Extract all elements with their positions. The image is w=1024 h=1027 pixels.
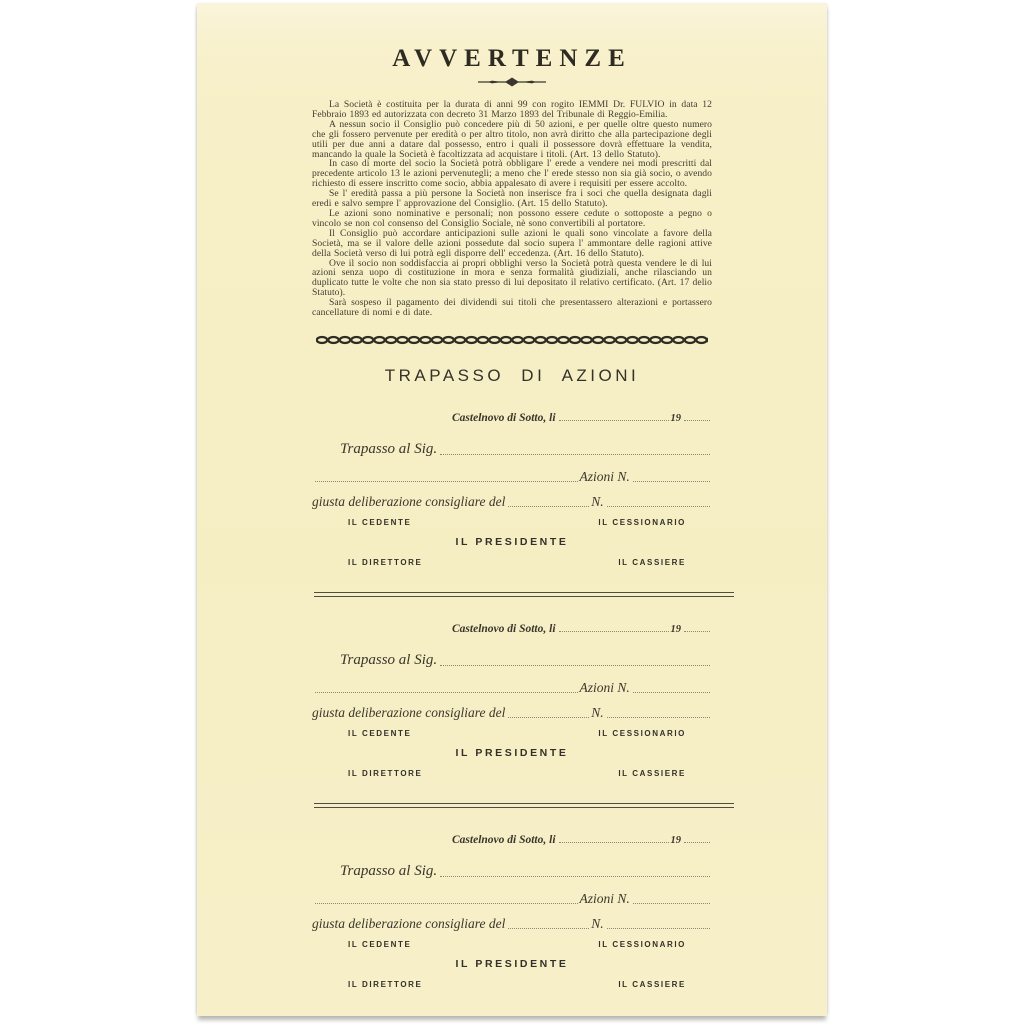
resolution-line	[312, 916, 712, 932]
transferee-name-field	[440, 665, 710, 666]
section-title: TRAPASSO DI AZIONI	[384, 365, 640, 385]
year-prefix: 19	[670, 412, 681, 424]
date-line	[452, 834, 712, 846]
resolution-n-label: N.	[591, 493, 604, 509]
notice-paragraph: Ove il socio non soddisfaccia ai propri obblighi verso la Società potrà questa vendere le di lui azioni senza uopo di costituzione in mora e senza formalità giudiziali, anche rilasciando un duplicato tutte le volte che non sia stato presso di lui depositato il relativo certificato. (Art. 17 delio Statuto).	[312, 257, 712, 299]
page-content	[312, 3, 712, 989]
cedente-label: IL CEDENTE	[348, 728, 412, 738]
cedente-label: IL CEDENTE	[348, 517, 412, 527]
notices-text	[312, 100, 712, 318]
notice-paragraph: Sarà sospeso il pagamento dei dividendi sui titoli che presentassero alterazioni e portassero cancellature di nomi e di date.	[312, 297, 712, 319]
cassiere-label: IL CASSIERE	[618, 768, 686, 778]
transfer-block	[312, 834, 712, 989]
date-blank-field	[559, 631, 669, 632]
cessionario-label: IL CESSIONARIO	[598, 939, 686, 949]
notice-paragraph: Le azioni sono nominative e personali; non possono essere cedute o sottoposte a pegno o vincolo se non col consenso del Consiglio Sociale, nè sono convertibili al portatore.	[312, 207, 712, 229]
resolution-label: giusta deliberazione consigliare del	[312, 704, 506, 720]
year-blank-field	[684, 842, 710, 843]
signature-row-lower	[312, 558, 712, 567]
presidente-label: IL PRESIDENTE	[455, 957, 569, 970]
transfer-to-line	[340, 652, 712, 669]
signature-row-lower	[312, 769, 712, 778]
resolution-label: giusta deliberazione consigliare del	[312, 915, 506, 931]
date-line	[452, 623, 712, 635]
transfer-to-label: Trapasso al Sig.	[340, 440, 438, 457]
date-line	[452, 412, 712, 424]
resolution-number-field	[607, 717, 710, 718]
signature-row-upper	[312, 940, 712, 949]
resolution-date-field	[508, 928, 589, 929]
notice-paragraph: In caso di morte del socio la Società potrà obbligare l' erede a vendere nei modi prescritti dal precedente articolo 13 le azioni pervenutegli; a meno che l' erede stesso non sia già socio, o avendo richiesto di essere inscritto come socio, abbia appalesato di avere i requisiti per essere accolto.	[312, 158, 712, 190]
resolution-number-field	[607, 506, 710, 507]
double-rule-divider	[314, 592, 734, 597]
year-prefix: 19	[670, 834, 681, 846]
shares-number-field	[633, 692, 710, 693]
diamond-rule-icon	[476, 77, 548, 87]
cassiere-label: IL CASSIERE	[618, 557, 686, 567]
transfer-to-label: Trapasso al Sig.	[340, 651, 438, 668]
cedente-label: IL CEDENTE	[348, 939, 412, 949]
resolution-n-label: N.	[591, 704, 604, 720]
year-blank-field	[684, 420, 710, 421]
direttore-label: IL DIRETTORE	[348, 979, 423, 989]
place-label: Castelnovo di Sotto, li	[452, 833, 556, 846]
shares-number-field	[633, 481, 710, 482]
page-title: AVVERTENZE	[392, 45, 632, 72]
direttore-label: IL DIRETTORE	[348, 768, 423, 778]
signature-row-upper	[312, 729, 712, 738]
name-continuation-field	[315, 481, 578, 482]
place-label: Castelnovo di Sotto, li	[452, 411, 556, 424]
signature-row-upper	[312, 518, 712, 527]
transfer-to-line	[340, 863, 712, 880]
resolution-label: giusta deliberazione consigliare del	[312, 493, 506, 509]
notice-paragraph: A nessun socio il Consiglio può concedere più di 50 azioni, e per quelle oltre questo numero che gli fossero pervenute per eredità o per altro titolo, non avrà diritto che alla partecipazione degli utili per due anni a datare dal possesso, entro i quali il possessore dovrà effettuare la vendita, mancando la quale la Società è facoltizzata ad acquistare i titoli. (Art. 13 dello Statuto).	[312, 118, 712, 160]
presidente-label: IL PRESIDENTE	[455, 535, 569, 548]
transferee-name-field	[440, 876, 710, 877]
transfer-block	[312, 623, 712, 778]
shares-line	[312, 891, 712, 907]
notice-paragraph: La Società è costituita per la durata di anni 99 con rogito IEMMI Dr. FULVIO in data 12 Febbraio 1893 ed autorizzata con decreto 31 Marzo 1893 del Tribunale di Reggio-Emilia.	[312, 99, 712, 120]
shares-label: Azioni N.	[579, 468, 630, 484]
presidente-label: IL PRESIDENTE	[455, 746, 569, 759]
resolution-number-field	[607, 928, 710, 929]
date-blank-field	[559, 842, 669, 843]
resolution-line	[312, 705, 712, 721]
transfer-to-label: Trapasso al Sig.	[340, 862, 438, 879]
direttore-label: IL DIRETTORE	[348, 557, 423, 567]
resolution-date-field	[508, 506, 589, 507]
resolution-n-label: N.	[591, 915, 604, 931]
chain-links-divider-icon	[316, 335, 708, 345]
cessionario-label: IL CESSIONARIO	[598, 517, 686, 527]
date-blank-field	[559, 420, 669, 421]
shares-line	[312, 469, 712, 485]
place-label: Castelnovo di Sotto, li	[452, 622, 556, 635]
transfer-to-line	[340, 441, 712, 458]
double-rule-divider	[314, 803, 734, 808]
name-continuation-field	[315, 903, 578, 904]
notice-paragraph: Il Consiglio può accordare anticipazioni sulle azioni le quali sono vincolate a favore della Società, ma se il valore delle azioni possedute dal socio supera l' ammontare delle ragioni attive della Società verso di lui potrà egli disporre dell' eccedenza. (Art. 16 dello Statuto).	[312, 227, 712, 259]
signature-row-lower	[312, 980, 712, 989]
notice-paragraph: Se l' eredità passa a più persone la Società non inserisce fra i soci che quella designata dagli eredi e salvo sempre l' approvazione del Consiglio. (Art. 15 dello Statuto).	[312, 188, 712, 210]
cessionario-label: IL CESSIONARIO	[598, 728, 686, 738]
cassiere-label: IL CASSIERE	[618, 979, 686, 989]
shares-label: Azioni N.	[579, 679, 630, 695]
transfer-block	[312, 412, 712, 567]
year-blank-field	[684, 631, 710, 632]
resolution-date-field	[508, 717, 589, 718]
year-prefix: 19	[670, 623, 681, 635]
scanned-certificate-page	[197, 3, 827, 1016]
name-continuation-field	[315, 692, 578, 693]
shares-label: Azioni N.	[579, 890, 630, 906]
transferee-name-field	[440, 454, 710, 455]
resolution-line	[312, 494, 712, 510]
shares-line	[312, 680, 712, 696]
shares-number-field	[633, 903, 710, 904]
